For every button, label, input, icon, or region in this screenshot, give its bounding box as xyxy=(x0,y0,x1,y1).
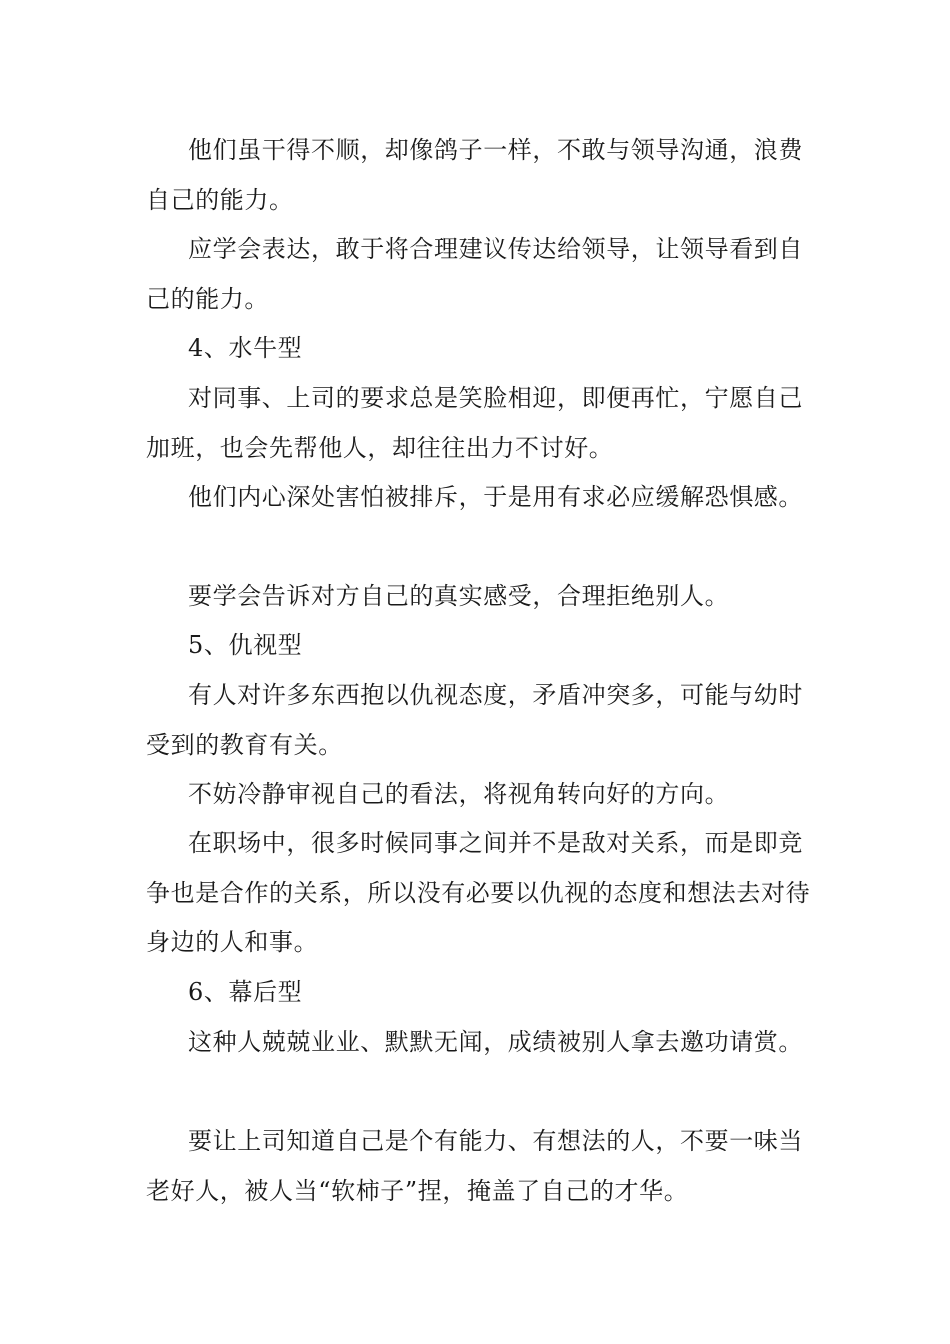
paragraph-pigeon-description: 他们虽干得不顺，却像鸽子一样，不敢与领导沟通，浪费自己的能力。 xyxy=(146,136,803,214)
heading-buffalo-type: 4、水牛型 xyxy=(188,334,303,362)
paragraph-behind-scenes-description: 这种人兢兢业业、默默无闻，成绩被别人拿去邀功请赏。 xyxy=(188,1028,803,1056)
paragraph-hostile-workplace: 在职场中，很多时候同事之间并不是敌对关系，而是即竞争也是合作的关系，所以没有必要以仇视的态度和想法去对待身边的人和事。 xyxy=(146,829,811,956)
heading-hostile-type: 5、仇视型 xyxy=(188,631,303,659)
paragraph-pigeon-advice: 应学会表达，敢于将合理建议传达给领导，让领导看到自己的能力。 xyxy=(146,235,803,313)
paragraph-buffalo-advice: 要学会告诉对方自己的真实感受，合理拒绝别人。 xyxy=(188,582,730,610)
paragraph-hostile-advice: 不妨冷静审视自己的看法，将视角转向好的方向。 xyxy=(188,780,730,808)
paragraph-behind-scenes-advice: 要让上司知道自己是个有能力、有想法的人，不要一味当老好人，被人当“软柿子”捏，掩盖了自己的才华。 xyxy=(146,1127,803,1205)
paragraph-buffalo-cause: 他们内心深处害怕被排斥，于是用有求必应缓解恐惧感。 xyxy=(188,483,803,511)
paragraph-hostile-description: 有人对许多东西抱以仇视态度，矛盾冲突多，可能与幼时受到的教育有关。 xyxy=(146,681,803,759)
heading-behind-scenes-type: 6、幕后型 xyxy=(188,978,303,1006)
paragraph-buffalo-description: 对同事、上司的要求总是笑脸相迎，即便再忙，宁愿自己加班，也会先帮他人，却往往出力不讨好。 xyxy=(146,384,803,462)
